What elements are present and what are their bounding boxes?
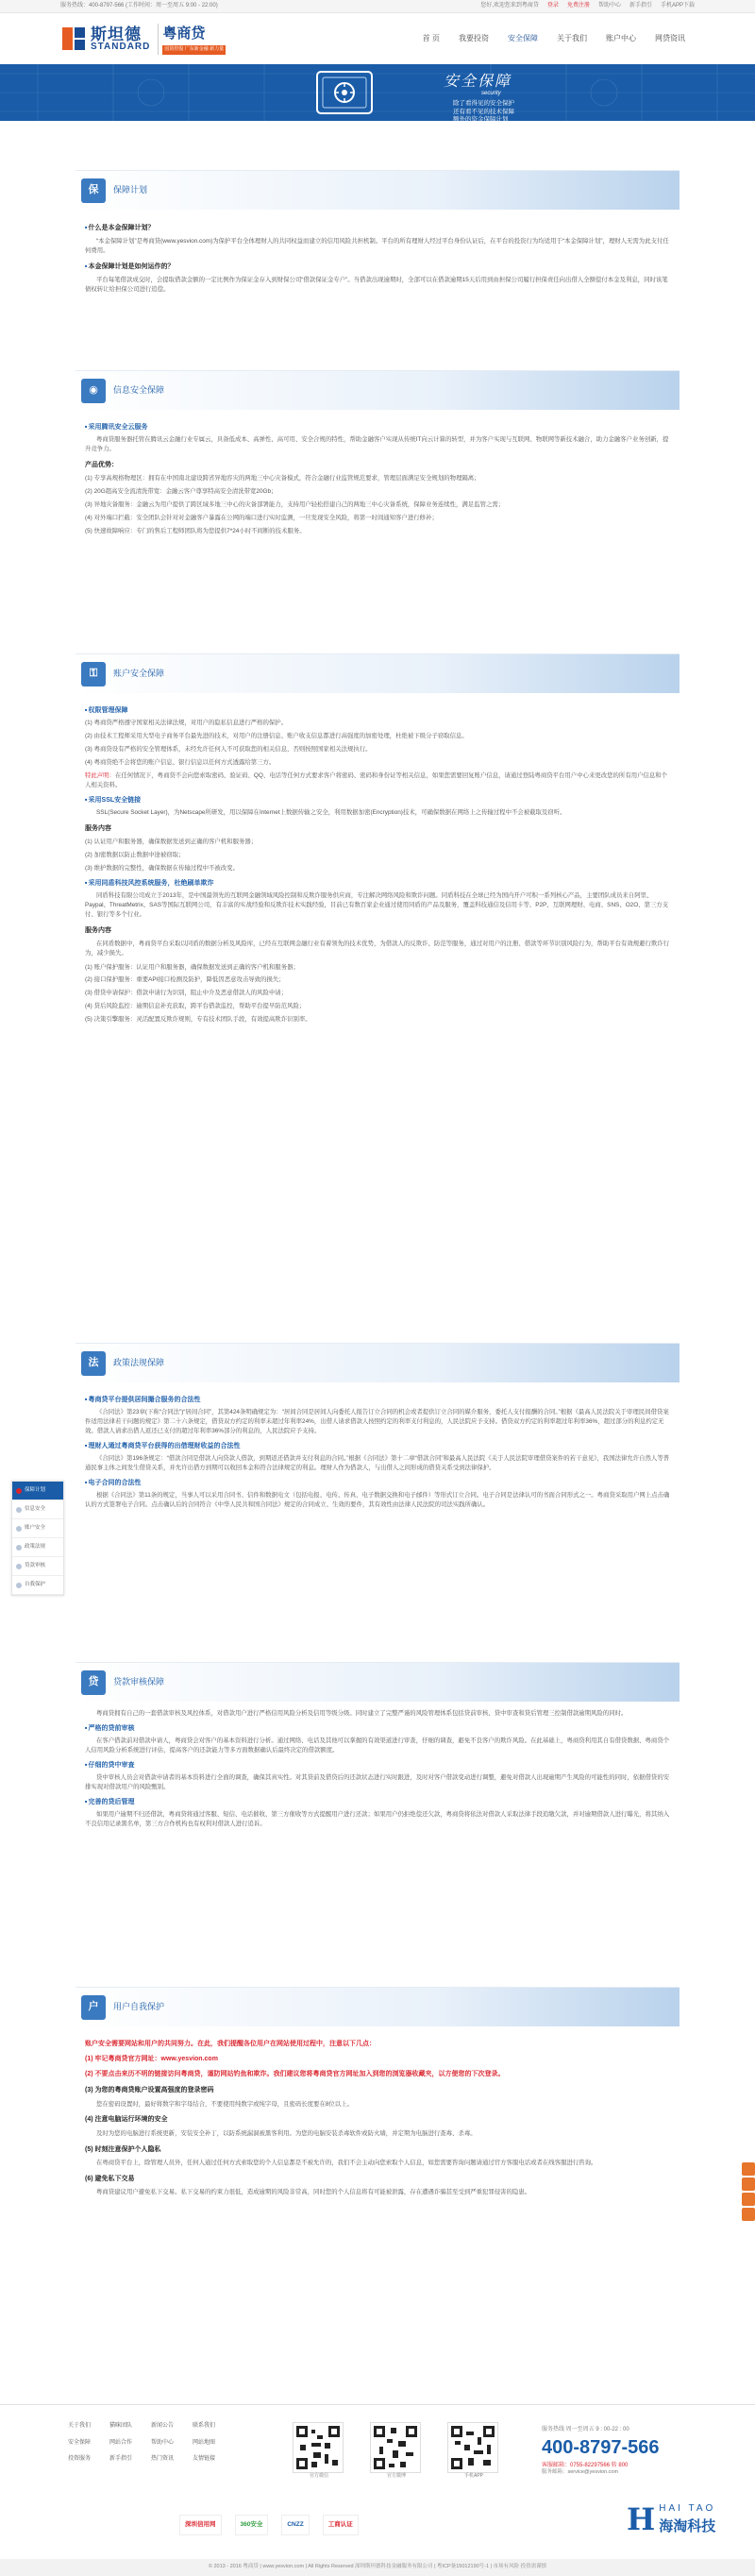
- list-item: (2) 20G超高安全流清洗带宽：金融云客户尊享特高安全清洗带宽20Gb；: [85, 488, 277, 496]
- footer-link[interactable]: 新手指引: [109, 2456, 133, 2463]
- paragraph: 贷中审核人员会对借款申请者的基本资料进行全面的调查，确保其真实性。对其贷前及借贷后的还款状态进行实时跟进，及时对客户借款变动进行调整，避免对借款人出现逾期产生风险的可能性的同时，依据借贷的安排实现对借款用户的风险甄别。: [85, 1774, 670, 1790]
- list-item: (2) 接口保护服务：重要API接口检测及防护，降低因恶意攻击导致的损失；: [85, 976, 285, 984]
- header: [0, 13, 755, 64]
- logo[interactable]: [60, 24, 226, 55]
- subheading: (5) 时刻注意保护个人隐私: [85, 2145, 161, 2153]
- paragraph: 粤商贷服务器托管在腾讯云金融行业专属云，具备低成本、高弹性、高可用、安全合规的特性，帮助金融客户实现从传统IT向云计算的转型，并为客户实现与互联网、物联网等新技术融合，助力金融客户业务创新，提升竞争力。: [85, 436, 669, 453]
- section-title: 信息安全保障: [113, 384, 165, 395]
- side-nav-info[interactable]: [12, 1500, 63, 1519]
- paragraph: 同盾科技有限公司成立于2013年，是中国最领先的互联网金融领域风险控制和反欺诈服务供应商，专注解决网络风险和欺诈问题。同盾科技在全球已经为国内开户可积一系列核心产品，主要团队成员来自阿里、Paypal、ThreatMetrix、SAS等国际互联网公司，有丰富的实战经验和反欺诈技术实践经验，目前已有数百家企业通过使用同盾的产品及服务，覆盖科技通信及信用卡等、P2P、互联网理财、电商、SNS、O2O、第三方支付、银行等多个行业。: [85, 891, 669, 918]
- qr-app: [447, 2422, 500, 2480]
- section-title: 保障计划: [113, 184, 148, 195]
- footer-link[interactable]: 猫咪团队: [109, 2423, 133, 2429]
- hotline-email: 服务邮箱：service@yesvion.com: [542, 2469, 619, 2476]
- section-guarantee-plan: [76, 170, 680, 305]
- side-nav-label: 账户安全: [25, 1524, 46, 1531]
- qr-code-icon: [293, 2422, 344, 2473]
- list-item: (4) 贷后风险监控：逾期信息补充获取，跨平台借款监控，帮助平台提早防范风险；: [85, 1003, 306, 1010]
- paragraph: 在同盾数据中，粤商贷平台采取以同盾的数据分析及风险库，已经在互联网金融行业有着领先的技术优势，为借款人的反欺诈、防范等服务，通过对用户的注册、借款等环节识别风险行为，帮助平台有效规避行欺诈行为，减少损失。: [85, 940, 670, 957]
- haitao-logo-icon: H: [627, 2501, 656, 2537]
- list-item: (2) 由技术工程师采用大型电子商务平台最先进的技术，对用户的注册信息、账户收支信息都进行高强度的加密处理，杜绝被下级分子窃取信息。: [85, 733, 468, 740]
- dot-icon: [16, 1526, 22, 1532]
- section-header: [76, 1343, 680, 1382]
- side-nav-guarantee[interactable]: [12, 1482, 63, 1500]
- subheading: (6) 避免私下交易: [85, 2175, 135, 2182]
- section-title: 用户自我保护: [113, 2001, 165, 2011]
- hotline-label: 服务热线 周一至周五 9 : 00-22 : 00: [542, 2427, 629, 2432]
- login-link[interactable]: 登录: [546, 3, 559, 9]
- footer-link[interactable]: 网站合作: [109, 2439, 133, 2446]
- dot-icon: [16, 1583, 22, 1588]
- qr-label: 官方微博: [386, 2473, 406, 2479]
- section-title: 账户安全保障: [113, 668, 165, 678]
- footer-link[interactable]: 联系我们: [193, 2423, 216, 2429]
- paragraph: 及时为您的电脑进行系统更新，安装安全补丁，以防系统漏洞被黑客利用。为您的电脑安装杀毒软件或防火墙，并定期为电脑进行查毒、杀毒。: [96, 2129, 477, 2137]
- brand-tag: 国资控股 广东新金融 新力量: [162, 45, 226, 54]
- list-item: (1) 粤商贷严格遵守国家相关法律法规，对用户的隐私信息进行严格的保护。: [85, 720, 288, 727]
- banner-line: 除了看得见的安全保护: [453, 99, 514, 107]
- app-download-link[interactable]: 手机APP下载: [660, 3, 695, 9]
- list-item: (4) 对外端口拦截：安全团队会针对对金融客户暴露在公网的端口进行实时监测，一旦发现安全风险，将第一时间通知客户进行修补；: [85, 514, 438, 521]
- list-item: (1) 账户保护服务：认证用户和服务器，确保数据发送到正确的客户机和服务器；: [85, 963, 299, 971]
- subheading: ■ 严格的贷前审核: [85, 1724, 670, 1734]
- top-links: [480, 2, 695, 10]
- subheading: ■ 理财人通过粤商贷平台获得的出借理财收益的合法性: [85, 1442, 670, 1451]
- list-item: (5) 快速故障响应：专门的售后工程师团队将为您提供7*24小时不间断的技术服务。: [85, 527, 306, 534]
- list-item: (3) 粤商贷设有严格的安全管理体系，未经允许任何人不可获取您的相关信息，否则按照国家相关法规执行。: [85, 745, 372, 753]
- subheading: (3) 为您的粤商贷账户设置高强度的登录密码: [85, 2087, 214, 2094]
- subheading: ■ 权限管理保障: [85, 706, 670, 716]
- shield-icon: 保: [81, 178, 106, 203]
- footer-link[interactable]: 投资服务: [68, 2456, 92, 2463]
- footer-link[interactable]: 网站地图: [193, 2439, 216, 2446]
- subheading: ■ 采用同盾科技风控系统服务，杜绝刷单欺诈: [85, 879, 670, 889]
- subheading: (4) 注意电脑运行环境的安全: [85, 2116, 168, 2124]
- notice-text: 在任何情况下，粤商贷不会向您索取密码、验证码、QQ、电话等任何方式要求客户将密码、密码和身份证等相关信息，如果您需要回复账户信息，请通过登陆粤商贷平台用户中心来更改您的所有用户信息和个人相关资料。: [85, 771, 668, 788]
- banner: [0, 64, 755, 132]
- list-item: (3) 借贷申请保护：借款申请行为识别，阻止中介及恶意借款人的风险申请；: [85, 990, 288, 997]
- footer-link[interactable]: 安全保障: [68, 2439, 92, 2446]
- subheading: ■ 粤商贷平台提供居间撮合服务的合法性: [85, 1396, 670, 1405]
- side-anchor-nav: [11, 1481, 64, 1596]
- main-nav: [413, 13, 695, 64]
- side-nav-label: 政策法规: [25, 1543, 46, 1550]
- dot-icon: [16, 1488, 22, 1494]
- right-float-tools: [742, 2162, 755, 2223]
- paragraph: 在粤商贷平台上，除管理人员外，任何人通过任何方式索取您的个人信息都是不被允许的，我们不会主动向您索取个人信息，如您需要咨询问题请通过官方客服电话或者在线客服进行咨询。: [96, 2159, 597, 2166]
- qr-wechat: [293, 2422, 345, 2480]
- section-header: [76, 653, 680, 693]
- qr-code-icon: [370, 2422, 421, 2473]
- side-nav-label: 贷款审核: [25, 1562, 46, 1568]
- customer-service-icon[interactable]: [742, 2162, 755, 2176]
- logo-cn: 斯坦德: [91, 25, 142, 43]
- paragraph: 在客户借款前对借款申请人，粤商贷会对客户的基本资料进行分析。通过网络、电话及其他可以掌握的有效渠道进行审查，仔细的调查，避免不良客户的欺诈风险。在此基础上，粤商贷利用其自有借贷数据、粤商贷个人信用风险分析系统进行评估，提高客户的还款能力等多方面数据确认后最终决定的借款额度。: [85, 1737, 670, 1754]
- qr-weibo: [370, 2422, 423, 2480]
- banner-subtitle: security: [481, 91, 501, 97]
- subheading: ■ 完善的贷后管理: [85, 1798, 670, 1807]
- footer-link[interactable]: 新闻公告: [151, 2423, 175, 2429]
- question: ■ 什么是本金保障计划？: [85, 224, 670, 233]
- partner-logo[interactable]: 工商认证: [323, 2515, 359, 2535]
- subheading: ■ 电子合同的合法性: [85, 1479, 670, 1488]
- haitao-cn: 海淘科技: [659, 2517, 716, 2534]
- paragraph: 根据《合同法》第11条的规定，当事人可以采用合同书、信件和数据电文（包括电报、电传、传真、电子数据交换和电子邮件）等形式订立合同。电子合同是法律认可的书面合同形式之一。粤商贷采取用户网上点击确认的方式签署电子合同。点击确认后的合同符合《中华人民共和国合同法》规定的合同成立、生效的要件，其有效性由法律人民法院的司法实践所确认。: [85, 1492, 670, 1508]
- side-nav-self[interactable]: [12, 1576, 63, 1595]
- section-header: [76, 370, 680, 410]
- safe-icon: [311, 68, 378, 117]
- partner-logo[interactable]: 深圳信用网: [179, 2515, 222, 2535]
- partner-logo[interactable]: 360安全: [235, 2515, 269, 2535]
- side-nav-label: 信息安全: [25, 1505, 46, 1512]
- side-nav-account[interactable]: [12, 1519, 63, 1538]
- copyright: © 2013 - 2016 粤商贷 | www.yesvion.com | All Rights Reserved 深圳斯坦德科技金融服务有限公司 | 粤ICP备15012190号-1 | 市场有风险 投资需谨慎: [0, 2559, 755, 2576]
- paragraph: 《合同法》第196条规定：“借款合同是借款人向贷款人借款，到期返还借款并支付利息的合同。”根据《合同法》第十二章“借款合同”和最高人民法院《关于人民法院审理借贷案件的若干意见》，我国法律允许自然人等普通民事主体之间发生借贷关系，并允许出借方到期可以收回本金和符合法律规定的利息。理财人作为借款人，与出借人之间形成的借贷关系受到法律保护。: [85, 1455, 670, 1471]
- section-policy: [76, 1343, 680, 1520]
- lead-text: 账户安全需要网站和用户的共同努力。在此，我们提醒各位用户在网站使用过程中，注意以下几点：: [85, 2041, 376, 2047]
- notice: [85, 771, 670, 790]
- qr-label: 手机APP: [463, 2473, 483, 2479]
- list-item: (4) 粤商贷绝不会将您的账户信息、银行信息以任何方式透露给第三方。: [85, 758, 276, 766]
- list-item: (2) 加密数据以防止数据中途被窃取；: [85, 851, 185, 858]
- document-icon: 贷: [81, 1670, 106, 1695]
- subheading: 服务内容: [85, 824, 111, 832]
- dot-icon: [16, 1564, 22, 1569]
- subheading: 产品优势：: [85, 461, 118, 468]
- subheading: ■ 采用SSL安全链接: [85, 796, 670, 805]
- list-item: (1) 专享高规格物理区：拥有在中国南北建设跨省异地容灾的两地三中心灾备模式，符合金融行业监管规范要求，管理层面满足安全规划的物理隔离；: [85, 475, 480, 483]
- question: ■ 本金保障计划是如何运作的？: [85, 263, 670, 272]
- subheading: 服务内容: [85, 926, 111, 934]
- haitao-watermark: [627, 2498, 715, 2541]
- section-info-security: [76, 370, 680, 546]
- dot-icon: [16, 1507, 22, 1513]
- side-nav-policy[interactable]: [12, 1538, 63, 1557]
- qr-code-icon: [447, 2422, 498, 2473]
- paragraph: SSL(Secure Socket Layer)，为Netscape所研发，用以保障在Internet上数据传输之安全，利用数据加密(Encryption)技术，可确保数据在网络上之传输过程中不会被截取及窃听。: [96, 808, 566, 816]
- list-item: (1) 认证用户和服务器，确保数据发送到正确的客户机和服务器；: [85, 838, 258, 845]
- section-self-protection: [76, 1987, 680, 2208]
- guide-link[interactable]: 新手指引: [629, 3, 652, 9]
- list-item: (3) 维护数据的完整性，确保数据在传输过程中不被改变。: [85, 864, 239, 872]
- nav-about[interactable]: 关于我们: [557, 34, 587, 43]
- banner-line: 让您只需关心收益: [453, 125, 502, 132]
- banner-line: 还有看不见的技术保障: [453, 108, 514, 115]
- section-header: [76, 1987, 680, 2026]
- lock-icon: ◉: [81, 379, 106, 403]
- section-header: [76, 1662, 680, 1702]
- hotline-info: 服务热线：400-8797-566 (工作时间：周一至周五 9:00 - 22:00): [60, 3, 218, 9]
- footer-links: [68, 2422, 234, 2464]
- gavel-icon: 法: [81, 1351, 106, 1376]
- paragraph: “本金保障计划”是粤商贷(www.yesvion.com)为保护平台全体理财人的共同权益而建立的信用风险共担机制。平台的所有理财人经过平台身份认证后，在平台的投资行为均适用于“本金保障计划”，理财人无需为此支付任何费用。: [85, 238, 669, 255]
- back-to-top-icon[interactable]: [742, 2208, 755, 2221]
- nav-news[interactable]: 网贷资讯: [655, 34, 685, 43]
- list-item: (3) 异地灾备服务：金融云为用户提供了跨区域多地三中心的灾备部署能力，支持用户轻松搭建自己的两地三中心灾备系统，保障业务连续性，满足监管之需；: [85, 500, 505, 508]
- footer-link[interactable]: 热门资讯: [151, 2456, 175, 2463]
- dot-icon: [16, 1545, 22, 1551]
- notice-label: 特此声明：: [85, 771, 115, 779]
- subheading: ■ 采用腾讯安全云服务: [85, 423, 670, 432]
- banner-line: 额外的资金保障计划: [453, 116, 509, 124]
- haitao-en: HAI TAO: [659, 2503, 716, 2515]
- nav-account[interactable]: 账户中心: [606, 34, 636, 43]
- side-nav-label: 自我保护: [25, 1581, 46, 1587]
- paragraph: 如果用户逾期不归还借款，粤商贷将通过客服、短信、电话催收、第三方催收等方式提醒用户进行还款；如果用户仍拒绝偿还欠款，粤商贷将依法对借款人采取法律手段追缴欠款，并对逾期借款人进行曝光，将其纳入不良信用记录黑名单，第三方合作机构也有权利对借款人进行追诉。: [85, 1811, 670, 1827]
- user-icon: 户: [81, 1995, 106, 2020]
- list-item: (5) 决策引擎服务：灵活配置反欺诈规则，专有技术团队手段，有效提高欺诈识别率。: [85, 1016, 311, 1024]
- nav-home[interactable]: 首 页: [422, 34, 440, 43]
- qr-label: 官方微信: [309, 2473, 328, 2479]
- top-bar: [0, 0, 755, 13]
- partner-logo[interactable]: CNZZ: [281, 2515, 309, 2535]
- section-header: [76, 170, 680, 210]
- footer: [0, 2404, 755, 2576]
- paragraph: 粤商贷建议用户避免私下交易。私下交易的约束力很低，造成逾期的风险非常高，同时您的个人信息将有可能被泄露，存在遭遇诈骗甚至受到严重犯罪侵害的隐患。: [96, 2188, 531, 2195]
- key-icon: ⚿: [81, 662, 106, 686]
- nav-security[interactable]: 安全保障: [508, 34, 538, 43]
- footer-link[interactable]: 关于我们: [68, 2423, 92, 2429]
- qq-icon[interactable]: [742, 2178, 755, 2191]
- phishing-tip: (2) 不要点击来历不明的链接访问粤商贷，谨防网站钓鱼和欺诈。我们建议您将粤商贷官方网址加入到您的浏览器收藏夹，以方便您的下次登录。: [85, 2071, 505, 2078]
- welcome-text: 您好,欢迎您来到粤商贷: [480, 3, 539, 9]
- hotline-number: 400-8797-566: [542, 2436, 660, 2458]
- register-link[interactable]: 免费注册: [566, 3, 590, 9]
- footer-link[interactable]: 友情链接: [193, 2456, 216, 2463]
- logo-icon: [60, 25, 87, 52]
- section-loan-review: [76, 1662, 680, 1839]
- section-title: 贷款审核保障: [113, 1676, 165, 1686]
- banner-pattern: [0, 64, 755, 121]
- hotline-fax: 客服邮箱：0755-82297566 转 800: [542, 2462, 629, 2468]
- side-nav-loan[interactable]: [12, 1557, 63, 1576]
- paragraph: 《合同法》第23章(下称“合同法”)“居间合同”，其第424条明确规定为：“居间合同是居间人向委托人报告订立合同的机会或者提供订立合同的媒介服务，委托人支付报酬的合同。”根据《最高人民法院关于审理民间借贷案件适用法律若干问题的规定》第二十六条规定，借贷双方约定的利率未超过年利率24%，出借人请求借款人按照约定的利率支付利息的，人民法院应予支持。借贷双方约定的利率超过年利率36%，超过部分的利息约定无效。借款人请求出借人返还已支付的超过年利率36%部分的利息的，人民法院应予支持。: [85, 1409, 669, 1434]
- footer-hotline: [542, 2426, 660, 2477]
- paragraph: 粤商贷拥有自己的一套借款审核及风控体系，对借款用户进行严格信用风险分析及信用等级分级。同时建立了完整严谨的风险管理体系包括贷前审核、贷中审查和贷后管理三控制借款逾期风险的同时。: [96, 1710, 628, 1717]
- phone-icon[interactable]: [742, 2193, 755, 2206]
- side-nav-label: 保障计划: [25, 1486, 46, 1493]
- nav-invest[interactable]: 我要投资: [459, 34, 489, 43]
- paragraph: 平台每笔借款成交时，会提取借款金额的一定比例作为保证金存入到财保公司“借款保证金专户”。当借款出现逾期时，全部可以在借款逾期15天后用到由担保公司履行担保责任向出借人全额偿付本金及利息，同时该笔债权转让给担保公司进行追偿。: [85, 277, 668, 294]
- logo-en: STANDARD: [91, 41, 151, 52]
- brand-name: 粤商贷: [162, 25, 206, 42]
- section-title: 政策法规保障: [113, 1357, 165, 1367]
- banner-title: 安全保障: [444, 72, 512, 90]
- help-link[interactable]: 帮助中心: [597, 3, 621, 9]
- official-url-tip: (1) 牢记粤商贷官方网址：www.yesvion.com: [85, 2056, 218, 2063]
- section-account-security: [76, 653, 680, 1034]
- partner-logos: [179, 2515, 359, 2535]
- footer-link[interactable]: 帮助中心: [151, 2439, 175, 2446]
- subheading: ■ 仔细的贷中审查: [85, 1761, 670, 1771]
- paragraph: 您在密码设置时，最好将数字和字母结合，不要使用纯数字或纯字母，且密码长度要在8位以上。: [96, 2100, 353, 2108]
